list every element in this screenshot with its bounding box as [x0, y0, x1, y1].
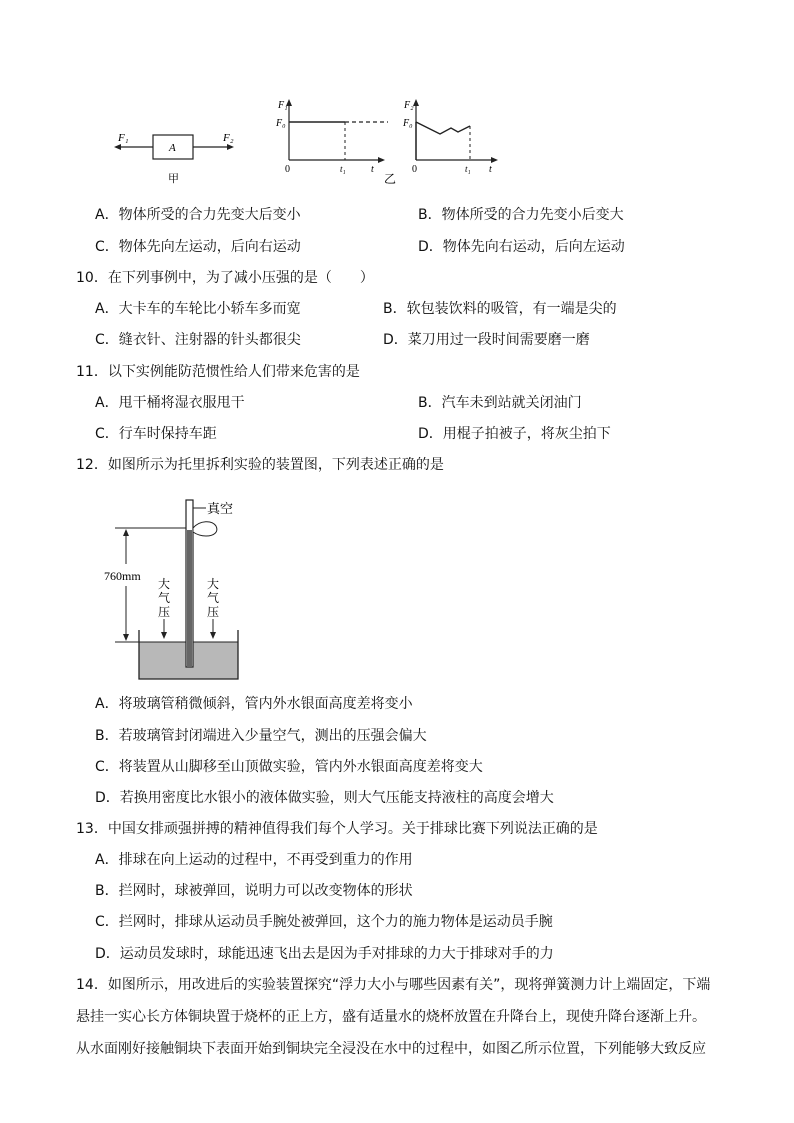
- graph1-t1: t₁: [340, 164, 346, 174]
- q9-option-c: C．物体先向左运动，后向右运动: [95, 239, 301, 255]
- label-atm-left-1: 大: [158, 577, 171, 591]
- graph1-t: t: [371, 164, 374, 175]
- q12-option-d: D．若换用密度比水银小的液体做实验，则大气压能支持液柱的高度会增大: [95, 790, 554, 806]
- q14-line-2: 悬挂一实心长方体铜块置于烧杯的正上方，盛有适量水的烧杯放置在升降台上，现使升降台逐渐上升。: [76, 1009, 706, 1025]
- label-f1: F₁: [118, 132, 129, 144]
- q12-option-a: A．将玻璃管稍微倾斜，管内外水银面高度差将变小: [95, 696, 413, 712]
- graph1-y-label: F₁: [278, 100, 288, 111]
- q13-option-d: D．运动员发球时，球能迅速飞出去是因为手对排球的力大于排球对手的力: [95, 946, 554, 962]
- graph2-origin: 0: [412, 164, 417, 175]
- q11-option-b: B．汽车未到站就关闭油门: [418, 395, 582, 411]
- q10-option-b: B．软包装饮料的吸管，有一端是尖的: [383, 301, 617, 317]
- q9-option-a: A．物体所受的合力先变大后变小: [95, 207, 301, 223]
- q14-line-3: 从水面刚好接触铜块下表面开始到铜块完全浸没在水中的过程中，如图乙所示位置，下列能够大致反应: [76, 1041, 706, 1057]
- label-atm-left-2: 气: [158, 591, 171, 605]
- label-jia: 甲: [168, 173, 179, 185]
- q9-option-d: D．物体先向右运动，后向左运动: [418, 239, 625, 255]
- graph-f1: [275, 99, 388, 175]
- q11-option-a: A．甩干桶将湿衣服甩干: [95, 395, 245, 411]
- label-atm-right-3: 压: [207, 605, 220, 619]
- label-vacuum: 真空: [207, 501, 234, 516]
- graph-f2: [402, 99, 498, 175]
- graph2-y-label: F₂: [404, 100, 414, 111]
- label-yi: 乙: [384, 172, 397, 186]
- q14-line-1: 14．如图所示，用改进后的实验装置探究“浮力大小与哪些因素有关”，现将弹簧测力计上端固定，下端: [76, 977, 711, 993]
- q12-option-c: C．将装置从山脚移至山顶做实验，管内外水银面高度差将变大: [95, 759, 483, 775]
- graph1-origin: 0: [285, 164, 290, 175]
- graph2-f0: F₀: [403, 118, 413, 129]
- q11-stem: 11．以下实例能防范惯性给人们带来危害的是: [76, 364, 360, 380]
- graph2-t1: t₁: [465, 164, 471, 174]
- q11-option-c: C．行车时保持车距: [95, 426, 217, 442]
- torricelli-figure: [0, 490, 794, 690]
- label-block-a: A: [169, 142, 176, 154]
- label-atm-right-2: 气: [207, 591, 220, 605]
- graph1-f0: F₀: [276, 118, 286, 129]
- label-atm-left-3: 压: [158, 605, 171, 619]
- label-f2: F₂: [223, 132, 234, 144]
- q10-stem: 10．在下列事例中，为了减小压强的是（ ）: [76, 270, 374, 286]
- q10-option-c: C．缝衣针、注射器的针头都很尖: [95, 332, 301, 348]
- q13-option-c: C．拦网时，排球从运动员手腕处被弹回，这个力的施力物体是运动员手腕: [95, 914, 553, 930]
- force-figure: [0, 0, 794, 200]
- q12-option-b: B．若玻璃管封闭端进入少量空气，测出的压强会偏大: [95, 728, 427, 744]
- q10-option-a: A．大卡车的车轮比小轿车多而宽: [95, 301, 301, 317]
- label-atm-right-1: 大: [207, 577, 220, 591]
- graph2-t: t: [489, 164, 492, 175]
- q13-stem: 13．中国女排顽强拼搏的精神值得我们每个人学习。关于排球比赛下列说法正确的是: [76, 821, 598, 837]
- q13-option-b: B．拦网时，球被弹回，说明力可以改变物体的形状: [95, 883, 413, 899]
- q10-option-d: D．菜刀用过一段时间需要磨一磨: [383, 332, 590, 348]
- label-760mm: 760mm: [104, 569, 141, 583]
- q11-option-d: D．用棍子拍被子，将灰尘拍下: [418, 426, 611, 442]
- q12-stem: 12．如图所示为托里拆利实验的装置图，下列表述正确的是: [76, 457, 444, 473]
- q13-option-a: A．排球在向上运动的过程中，不再受到重力的作用: [95, 852, 413, 868]
- q9-option-b: B．物体所受的合力先变小后变大: [418, 207, 624, 223]
- diagram-jia: [114, 132, 234, 185]
